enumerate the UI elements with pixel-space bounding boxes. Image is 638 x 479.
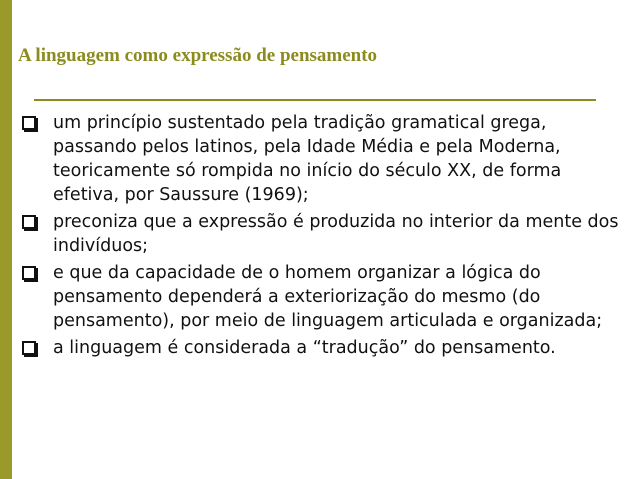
square-bullet-icon [22, 341, 36, 355]
slide-title: A linguagem como expressão de pensamento [18, 45, 378, 66]
list-item-text: preconiza que a expressão é produzida no interior da mente dos indivíduos; [53, 212, 619, 256]
list-item [22, 111, 622, 207]
list-item [22, 210, 622, 258]
list-item [22, 336, 622, 360]
square-bullet-icon [22, 266, 36, 280]
square-bullet-icon [22, 116, 36, 130]
square-bullet-icon [22, 215, 36, 229]
list-item-text: a linguagem é considerada a “tradução” do pensamento. [53, 338, 556, 358]
list-item-text: e que da capacidade de o homem organizar a lógica do pensamento dependerá a exteriorização do mesmo (do pensamento), por meio de linguagem articulada e organizada; [53, 263, 603, 331]
list-item-text: um princípio sustentado pela tradição gramatical grega, passando pelos latinos, pela Idade Média e pela Moderna, teoricamente só rompida no início do século XX, de forma efetiva, por Saussure (1969); [53, 113, 562, 205]
bullet-list [22, 111, 622, 363]
title-underline [34, 99, 596, 101]
left-accent-bar [0, 0, 12, 479]
list-item [22, 261, 622, 333]
